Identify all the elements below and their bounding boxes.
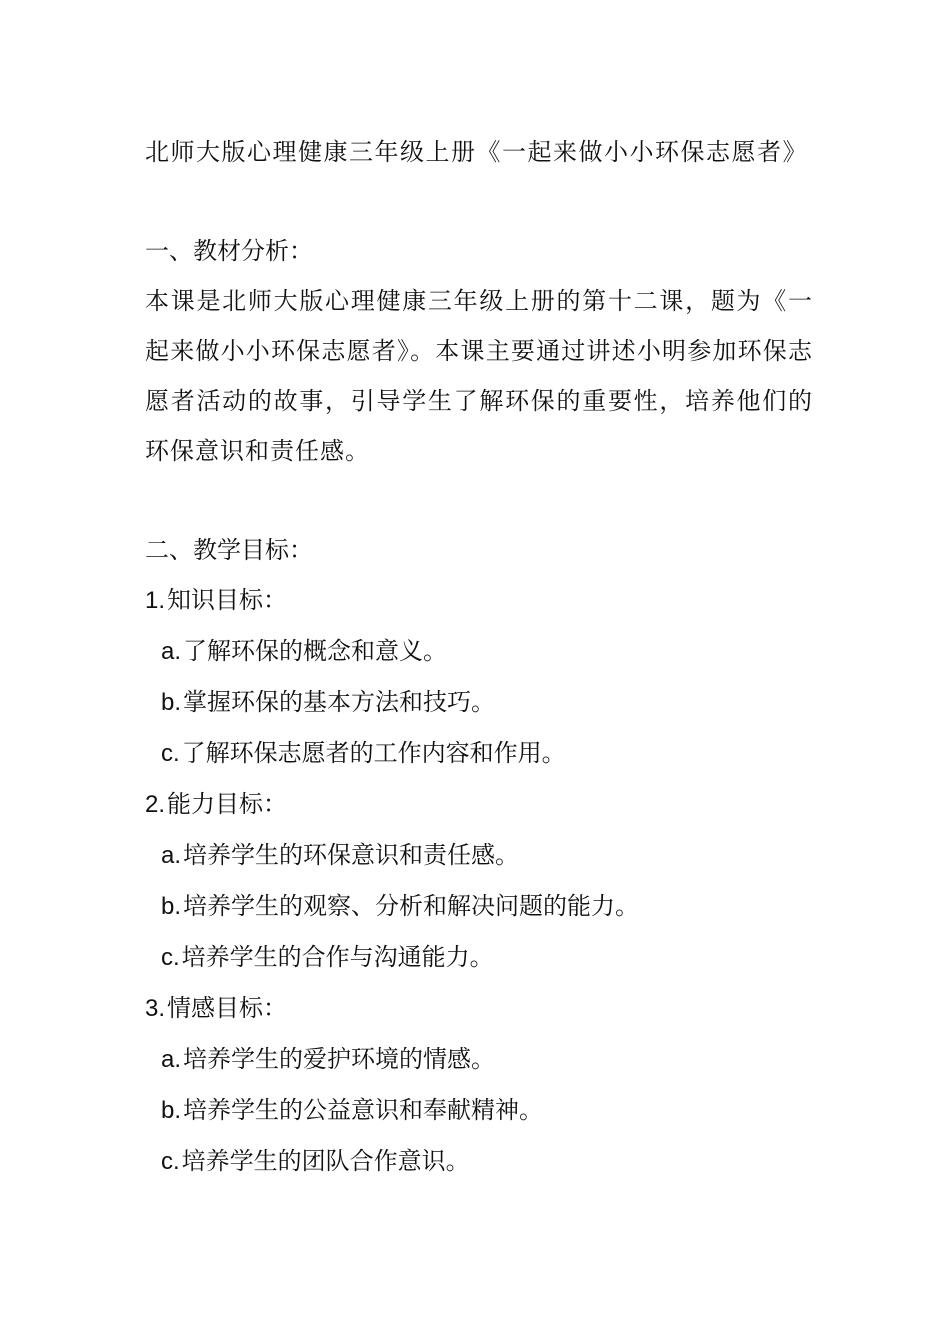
section-heading-analysis: 一、教材分析： bbox=[145, 237, 313, 265]
list-item bbox=[145, 830, 813, 881]
item-text: 了解环保的概念和意义。 bbox=[183, 637, 448, 665]
item-text: 培养学生的合作与沟通能力。 bbox=[181, 943, 494, 971]
list-item bbox=[145, 1085, 813, 1136]
document-body bbox=[145, 128, 813, 1187]
item-marker: a. bbox=[161, 842, 182, 869]
goal-label: 能力目标： bbox=[167, 790, 288, 818]
list-item bbox=[145, 1034, 813, 1085]
item-marker: b. bbox=[161, 893, 182, 920]
list-item bbox=[145, 626, 813, 677]
item-text: 掌握环保的基本方法和技巧。 bbox=[183, 688, 496, 716]
item-text: 培养学生的爱护环境的情感。 bbox=[183, 1045, 496, 1073]
list-item bbox=[145, 881, 813, 932]
item-marker: a. bbox=[161, 1046, 182, 1073]
item-marker: a. bbox=[161, 638, 182, 665]
list-item bbox=[145, 677, 813, 728]
item-marker: b. bbox=[161, 689, 182, 716]
list-item bbox=[145, 728, 813, 779]
document-title: 北师大版心理健康三年级上册《一起来做小小环保志愿者》 bbox=[145, 138, 808, 166]
item-text: 培养学生的公益意识和奉献精神。 bbox=[183, 1096, 544, 1124]
goal-label: 情感目标： bbox=[167, 994, 288, 1022]
goal-number: 2. bbox=[145, 791, 166, 818]
item-marker: c. bbox=[161, 944, 180, 971]
goal-label: 知识目标： bbox=[167, 586, 288, 614]
item-text: 培养学生的观察、分析和解决问题的能力。 bbox=[183, 892, 640, 920]
spacer bbox=[145, 177, 813, 226]
item-marker: c. bbox=[161, 1148, 180, 1175]
goal-knowledge bbox=[145, 575, 813, 626]
analysis-paragraph: 本课是北师大版心理健康三年级上册的第十二课，题为《一起来做小小环保志愿者》。本课主要通过讲述小明参加环保志愿者活动的故事，引导学生了解环保的重要性，培养他们的环保意识和责任感。 bbox=[145, 287, 813, 465]
item-text: 培养学生的团队合作意识。 bbox=[181, 1147, 470, 1175]
spacer bbox=[145, 476, 813, 525]
list-item bbox=[145, 1136, 813, 1187]
item-text: 培养学生的环保意识和责任感。 bbox=[183, 841, 520, 869]
item-marker: c. bbox=[161, 740, 180, 767]
item-marker: b. bbox=[161, 1097, 182, 1124]
section-heading-objectives: 二、教学目标： bbox=[145, 536, 313, 564]
goal-ability bbox=[145, 779, 813, 830]
item-text: 了解环保志愿者的工作内容和作用。 bbox=[181, 739, 566, 767]
list-item bbox=[145, 932, 813, 983]
goal-number: 3. bbox=[145, 995, 166, 1022]
goal-emotion bbox=[145, 983, 813, 1034]
goal-number: 1. bbox=[145, 587, 166, 614]
